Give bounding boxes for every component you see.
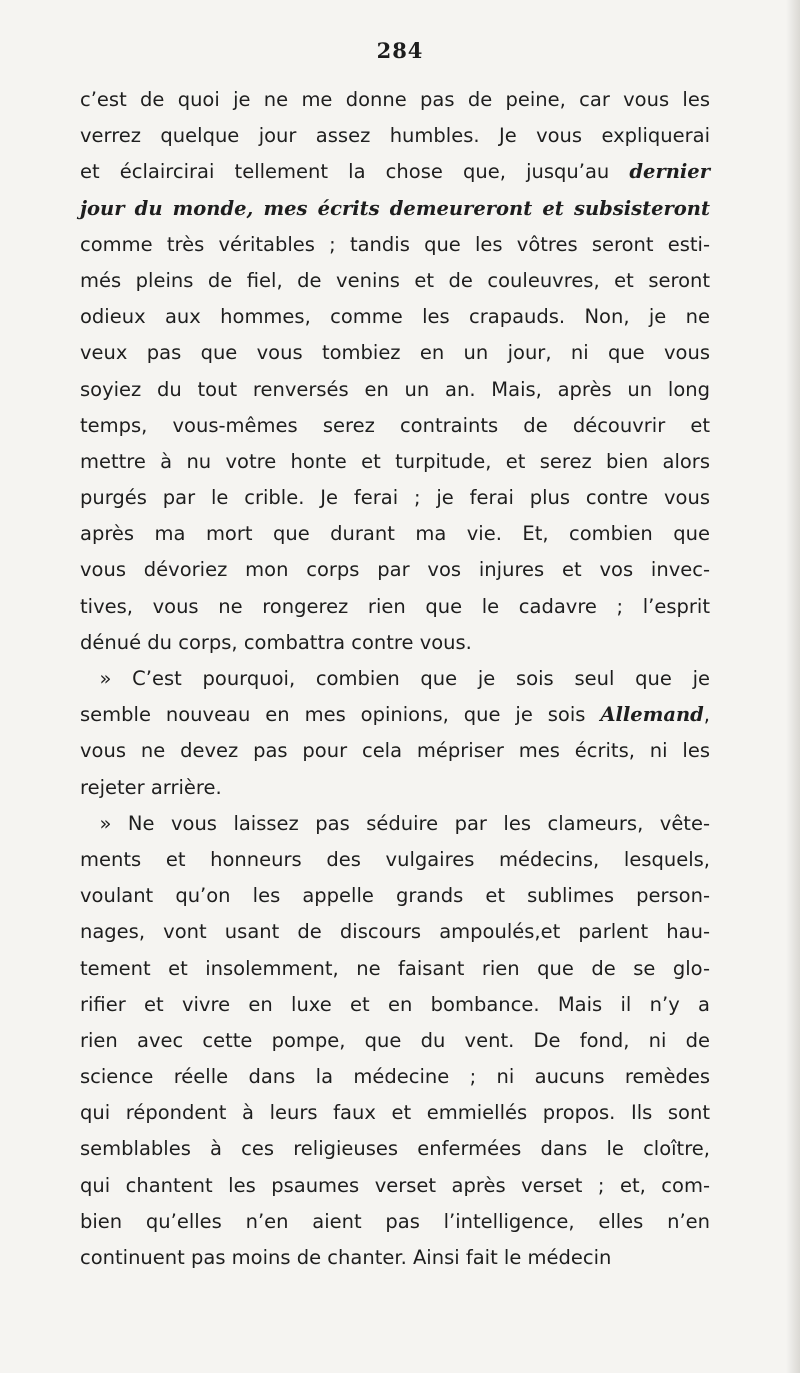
page-edge-shadow	[786, 0, 800, 1373]
text-line	[80, 589, 710, 625]
text-line	[80, 118, 710, 154]
italic-text: dernier	[629, 160, 710, 184]
italic-text: jour du monde, mes écrits demeureront et subsisteront	[80, 196, 710, 220]
page-number: 284	[376, 38, 424, 63]
text-line	[80, 299, 710, 335]
text-line	[80, 82, 710, 118]
text-run: semblables à ces religieuses enfermées dans le cloître,	[80, 1137, 710, 1161]
text-line	[80, 1059, 710, 1095]
text-run: ments et honneurs des vulgaires médecins, lesquels,	[80, 847, 710, 871]
text-run: après ma mort que durant ma vie. Et, combien que	[80, 522, 710, 546]
text-line	[80, 1131, 710, 1167]
text-line	[80, 191, 710, 227]
text-line	[80, 1204, 710, 1240]
text-run: semble nouveau en mes opinions, que je sois	[80, 703, 601, 727]
text-run: tement et insolemment, ne faisant rien que de se glo-	[80, 956, 710, 980]
text-line	[80, 733, 710, 769]
text-run: bien qu’elles n’en aient pas l’intelligence, elles n’en	[80, 1209, 710, 1233]
text-run: soyiez du tout renversés en un an. Mais, après un long	[80, 377, 710, 401]
text-run: et éclaircirai tellement la chose que, jusqu’au	[80, 160, 630, 184]
text-run: qui chantent les psaumes verset après verset ; et, com-	[80, 1173, 710, 1197]
text-line	[80, 806, 710, 842]
text-run: més pleins de fiel, de venins et de couleuvres, et seront	[80, 268, 710, 292]
text-line	[80, 444, 710, 480]
text-line	[80, 661, 710, 697]
text-line	[80, 480, 710, 516]
text-run: rien avec cette pompe, que du vent. De fond, ni de	[80, 1028, 710, 1052]
text-line	[80, 227, 710, 263]
text-run: vous dévoriez mon corps par vos injures et vos invec-	[80, 558, 710, 582]
text-line	[80, 372, 710, 408]
text-run: ,	[703, 703, 710, 727]
text-line	[80, 987, 710, 1023]
text-run: voulant qu’on les appelle grands et sublimes person-	[80, 884, 710, 908]
text-line	[80, 154, 710, 190]
text-line	[80, 1240, 710, 1276]
text-run: comme très véritables ; tandis que les vôtres seront esti-	[80, 232, 710, 256]
text-run: purgés par le crible. Je ferai ; je ferai plus contre vous	[80, 486, 710, 510]
text-run: odieux aux hommes, comme les crapauds. Non, je ne	[80, 305, 710, 329]
text-run: rifier et vivre en luxe et en bombance. Mais il n’y a	[80, 992, 710, 1016]
text-run: » Ne vous laissez pas séduire par les clameurs, vête-	[80, 811, 710, 835]
text-run: vous ne devez pas pour cela mépriser mes écrits, ni les	[80, 739, 710, 763]
text-run: continuent pas moins de chanter. Ainsi fait le médecin	[80, 1246, 612, 1269]
text-line	[80, 625, 710, 661]
text-line	[80, 1095, 710, 1131]
text-line	[80, 770, 710, 806]
text-line	[80, 1023, 710, 1059]
text-run: tives, vous ne rongerez rien que le cadavre ; l’esprit	[80, 594, 710, 618]
text-run: rejeter arrière.	[80, 775, 222, 799]
text-line	[80, 878, 710, 914]
text-run: c’est de quoi je ne me donne pas de peine, car vous les	[80, 88, 710, 111]
text-run: mettre à nu votre honte et turpitude, et serez bien alors	[80, 449, 710, 473]
text-line	[80, 697, 710, 733]
text-line	[80, 408, 710, 444]
text-line	[80, 842, 710, 878]
italic-text: Allemand	[600, 703, 704, 727]
text-run: verrez quelque jour assez humbles. Je vous expliquerai	[80, 124, 710, 148]
text-run: » C’est pourquoi, combien que je sois seul que je	[80, 667, 710, 690]
body-text	[80, 82, 710, 1276]
text-line	[80, 263, 710, 299]
text-line	[80, 516, 710, 552]
text-line	[80, 951, 710, 987]
text-line	[80, 1168, 710, 1204]
text-line	[80, 335, 710, 371]
text-run: veux pas que vous tombiez en un jour, ni que vous	[80, 341, 710, 365]
text-line	[80, 914, 710, 950]
text-run: nages, vont usant de discours ampoulés,et parlent hau-	[80, 920, 710, 944]
text-run: qui répondent à leurs faux et emmiellés propos. Ils sont	[80, 1101, 710, 1125]
text-line	[80, 552, 710, 588]
text-run: science réelle dans la médecine ; ni aucuns remèdes	[80, 1065, 710, 1089]
text-run: dénué du corps, combattra contre vous.	[80, 630, 472, 654]
text-run: temps, vous-mêmes serez contraints de découvrir et	[80, 413, 710, 437]
